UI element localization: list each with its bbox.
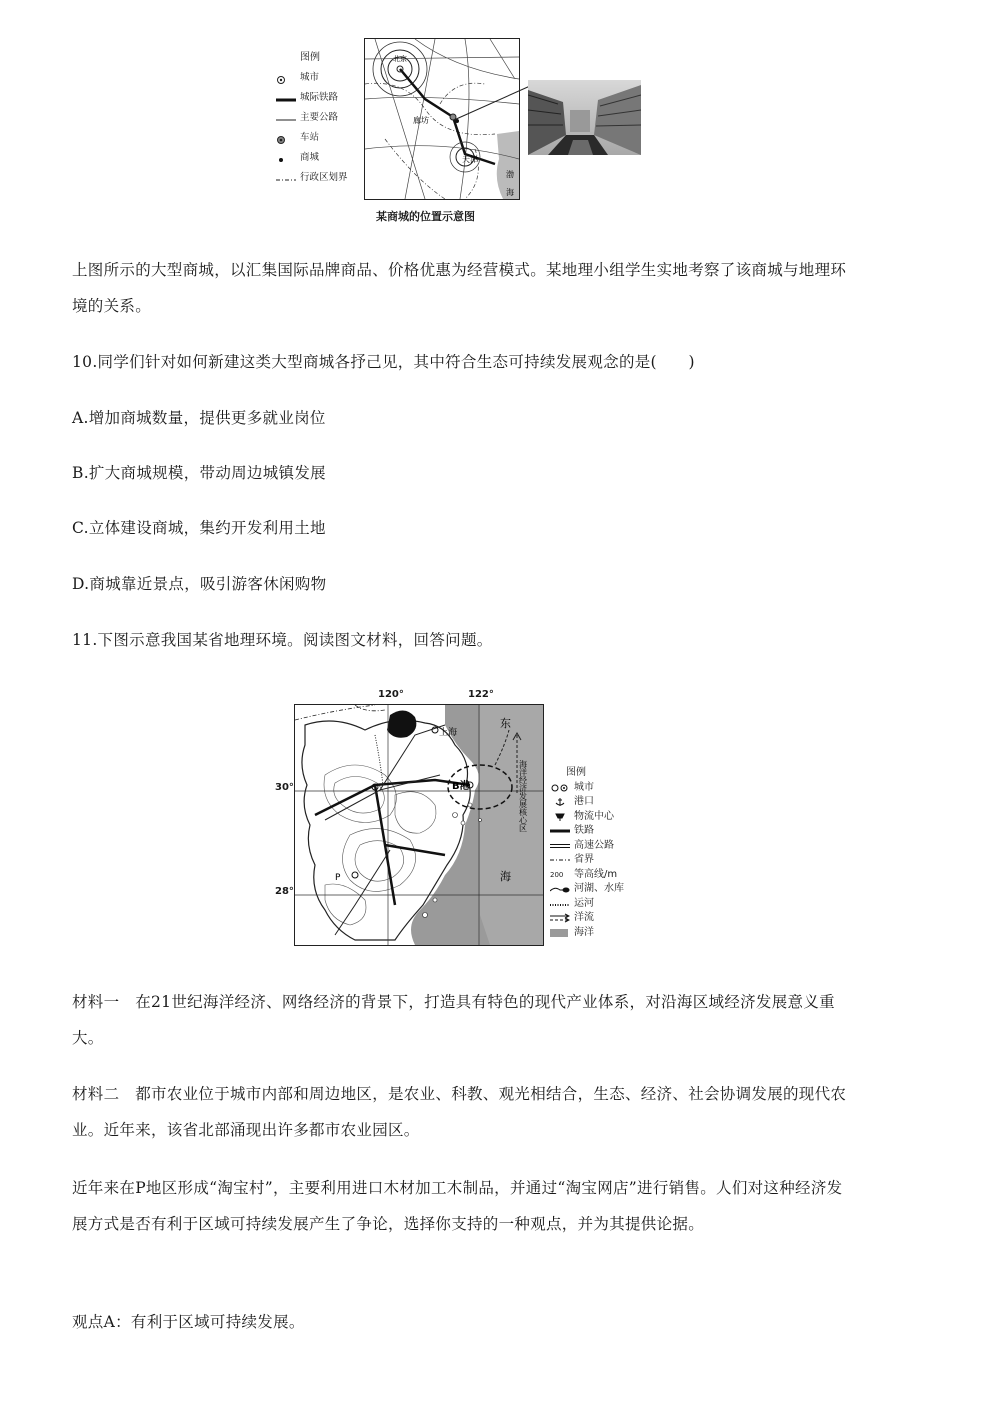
port-b-label: B港	[452, 781, 470, 792]
legend2-item-expressway: 高速公路	[550, 839, 650, 854]
figure1-legend-title: 图例	[300, 52, 320, 63]
legend-item-mall: 商城	[276, 148, 366, 168]
core-zone-label: 海洋经济发展核心区	[518, 760, 528, 832]
legend-item-admin-boundary: 行政区划界	[276, 168, 366, 188]
logistics-center-icon	[550, 812, 570, 822]
city-icon	[276, 73, 296, 83]
legend2-item-canal: 运河	[550, 897, 650, 912]
figure1-connector	[450, 80, 540, 130]
province-boundary-icon	[550, 855, 570, 865]
legend-item-station: 车站	[276, 128, 366, 148]
legend2-item-railway: 铁路	[550, 824, 650, 839]
lat-label-28: 28°	[275, 886, 294, 897]
figure1-legend	[276, 48, 366, 188]
lake-icon	[550, 884, 570, 894]
material-2: 材料二 都市农业位于城市内部和周边地区，是农业、科教、观光相结合，生态、经济、社会协调发展的现代农业。近年来，该省北部涌现出许多都市农业园区。	[72, 1085, 847, 1139]
figure1-caption: 某商城的位置示意图	[376, 210, 475, 223]
mall-photo	[528, 80, 641, 155]
q11-question: 近年来在P地区形成“淘宝村”，主要利用进口木材加工木制品，并通过“淘宝网店”进行销售。人们对这种经济发展方式是否有利于区域可持续发展产生了争论，选择你支持的一种观点，并为其提供论据。	[72, 1179, 843, 1233]
legend-item-city: 城市	[276, 68, 366, 88]
city-icon	[550, 783, 570, 793]
station-icon	[276, 133, 296, 143]
province-map-legend	[550, 766, 650, 940]
lat-label-30: 30°	[275, 782, 294, 793]
railway-icon	[550, 826, 570, 836]
shanghai-label: 上海	[439, 728, 458, 738]
q10-option-c[interactable]: C.立体建设商城，集约开发利用土地	[72, 519, 326, 537]
port-icon	[550, 797, 570, 807]
intro-text: 上图所示的大型商城，以汇集国际品牌商品、价格优惠为经营模式。某地理小组学生实地考察了该商城与地理环境的关系。	[72, 261, 847, 315]
tianjin-label: 天津	[462, 155, 478, 164]
viewpoint-a: 观点A：有利于区域可持续发展。	[72, 1313, 305, 1331]
material-1: 材料一 在21世纪海洋经济、网络经济的背景下，打造具有特色的现代产业体系，对沿海区域经济发展意义重大。	[72, 993, 835, 1047]
beijing-label: 北京	[393, 55, 407, 63]
canal-icon	[550, 899, 570, 909]
province-legend-title: 图例	[566, 767, 586, 778]
admin-boundary-icon	[276, 173, 296, 183]
bohai-label-2: 海	[506, 188, 514, 197]
contour-icon: 200	[550, 870, 564, 879]
main-road-icon	[276, 113, 296, 123]
east-label: 东	[500, 717, 511, 730]
province-map-drawing	[295, 705, 543, 945]
mall-icon	[276, 153, 296, 163]
legend2-item-ocean: 海洋	[550, 926, 650, 941]
legend-item-intercity-railway: 城际铁路	[276, 88, 366, 108]
q11-stem: 11.下图示意我国某省地理环境。阅读图文材料，回答问题。	[72, 631, 493, 649]
intercity-railway-icon	[276, 93, 296, 103]
legend-item-main-road: 主要公路	[276, 108, 366, 128]
legend2-item-lake: 河湖、水库	[550, 882, 650, 897]
legend2-item-ocean-current: 洋流	[550, 911, 650, 926]
expressway-icon	[550, 841, 570, 851]
q10-option-b[interactable]: B.扩大商城规模，带动周边城镇发展	[72, 464, 326, 482]
q10-option-d[interactable]: D.商城靠近景点，吸引游客休闲购物	[72, 575, 327, 593]
bohai-label-1: 渤	[506, 170, 514, 179]
legend2-item-port: 港口	[550, 795, 650, 810]
legend2-item-logistics: 物流中心	[550, 810, 650, 825]
langfang-label: 廊坊	[413, 116, 429, 125]
sea-label: 海	[500, 870, 511, 883]
legend2-item-contour: 200 等高线/m	[550, 868, 618, 880]
province-map	[294, 704, 544, 946]
legend2-item-city: 城市	[550, 781, 650, 796]
ocean-current-icon	[550, 913, 570, 923]
lon-label-122: 122°	[468, 689, 494, 700]
ocean-icon	[550, 928, 570, 938]
p-area-label: P	[335, 873, 341, 883]
lon-label-120: 120°	[378, 689, 404, 700]
q10-option-a[interactable]: A.增加商城数量，提供更多就业岗位	[72, 409, 326, 427]
legend2-item-province-boundary: 省界	[550, 853, 650, 868]
q10-stem: 10.同学们针对如何新建这类大型商城各抒己见，其中符合生态可持续发展观念的是( )	[72, 353, 695, 371]
